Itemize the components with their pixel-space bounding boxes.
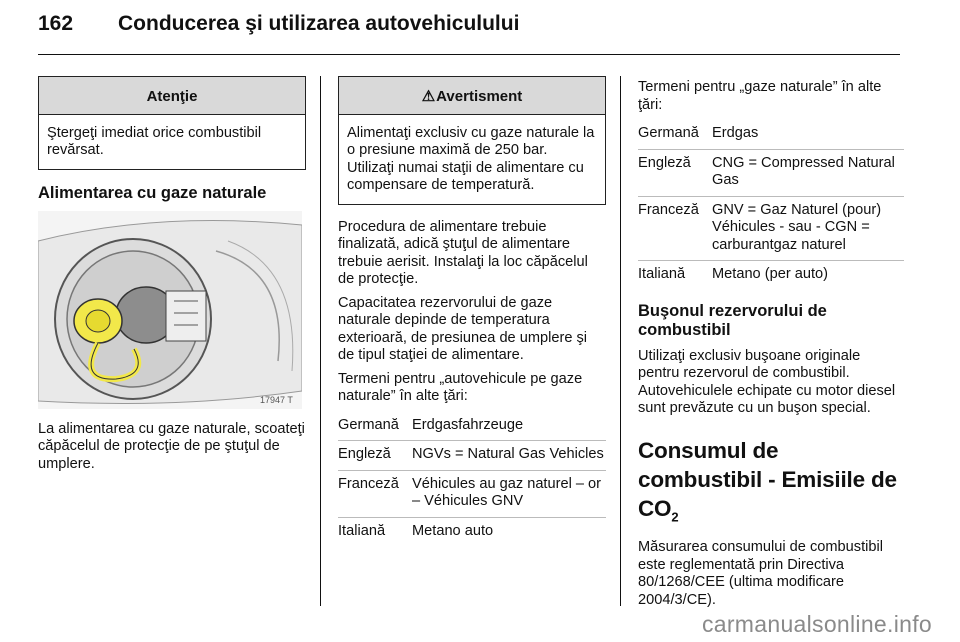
term-language: Franceză bbox=[338, 475, 399, 492]
gas-terms-table bbox=[638, 120, 904, 290]
paragraph-fuel-cap: Utilizaţi exclusiv buşoane originale pentru rezervorul de combustibil. Autovehiculele echipate cu motor diesel sunt prevăzute cu un buşon special. bbox=[638, 347, 896, 416]
warning-text: Alimentaţi exclusiv cu gaze naturale la o presiune maximă de 250 bar. Utilizaţi numai staţii de alimentare cu compensare de temperatură. bbox=[347, 124, 595, 193]
table-row bbox=[338, 470, 606, 517]
term-language: Engleză bbox=[638, 154, 691, 171]
column-divider-1 bbox=[320, 76, 321, 606]
warning-icon: ⚠ bbox=[421, 88, 436, 105]
paragraph-consumption: Măsurarea consumului de combustibil este reglementată prin Directiva 80/1268/CEE (ultima modificare 2004/3/CE). bbox=[638, 539, 883, 608]
co2-subscript: 2 bbox=[671, 509, 679, 524]
watermark: carmanualsonline.info bbox=[701, 611, 932, 637]
chapter-heading-consumption bbox=[638, 436, 904, 532]
table-row bbox=[638, 120, 904, 149]
vehicle-terms-table bbox=[338, 412, 606, 547]
term-value: NGVs = Natural Gas Vehicles bbox=[412, 446, 604, 462]
running-header: Conducerea şi utilizarea autovehiculului bbox=[118, 12, 520, 35]
figure-caption: La alimentarea cu gaze naturale, scoateţi căpăcelul de protecţie de pe ştuţul de umplere. bbox=[38, 420, 305, 472]
section-heading-natural-gas: Alimentarea cu gaze naturale bbox=[38, 183, 267, 202]
warning-box bbox=[338, 76, 606, 205]
term-value: GNV = Gaz Naturel (pour) Véhicules - sau - CGN = carburantgaz naturel bbox=[712, 201, 882, 253]
paragraph-tank-capacity: Capacitatea rezervorului de gaze naturale depinde de temperatura exterioară, de presiunea de umplere şi de tipul staţiei de alimentare. bbox=[338, 294, 588, 363]
warning-header bbox=[339, 77, 605, 115]
page-number: 162 bbox=[38, 12, 74, 35]
column-3 bbox=[638, 79, 904, 615]
paragraph-refuel-procedure: Procedura de alimentare trebuie finalizată, adică ştuţul de alimentare trebuie aerisit. Instalaţi la loc căpăcelul de protecţie. bbox=[338, 218, 588, 287]
table-row bbox=[638, 149, 904, 196]
term-language: Engleză bbox=[338, 446, 391, 462]
term-value: Véhicules au gaz naturel – or – Véhicules GNV bbox=[412, 475, 602, 509]
column-2 bbox=[338, 76, 606, 554]
consumption-heading-text: Consumul de combustibil - Emisiile de CO bbox=[638, 437, 897, 521]
table-row bbox=[338, 517, 606, 546]
table-row bbox=[338, 441, 606, 471]
section-heading-fuel-cap: Buşonul rezervorului de combustibil bbox=[638, 301, 827, 339]
term-value: CNG = Compressed Natural Gas bbox=[712, 154, 895, 188]
table-row bbox=[338, 412, 606, 441]
term-language: Italiană bbox=[338, 522, 386, 539]
notice-box bbox=[38, 76, 306, 170]
term-value: Metano (per auto) bbox=[712, 266, 829, 282]
filler-drawing bbox=[38, 211, 302, 409]
term-language: Italiană bbox=[638, 266, 686, 282]
warning-title: Avertisment bbox=[436, 88, 523, 105]
term-language: Germană bbox=[638, 125, 699, 141]
column-1 bbox=[38, 76, 306, 479]
term-language: Franceză bbox=[638, 201, 699, 218]
notice-text: Ştergeţi imediat orice combustibil revărsat. bbox=[47, 124, 262, 158]
header-rule bbox=[38, 54, 900, 55]
term-value: Erdgasfahrzeuge bbox=[412, 416, 524, 433]
paragraph-gas-terms-intro: Termeni pentru „gaze naturale” în alte ţări: bbox=[638, 79, 882, 113]
fuel-filler-illustration bbox=[38, 211, 302, 409]
table-row bbox=[638, 196, 904, 261]
figure-code: 17947 T bbox=[260, 394, 293, 405]
term-value: Erdgas bbox=[712, 125, 759, 141]
table-row bbox=[638, 261, 904, 290]
notice-title: Atenţie bbox=[39, 77, 305, 115]
paragraph-terms-intro: Termeni pentru „autovehicule pe gaze naturale” în alte ţări: bbox=[338, 370, 583, 404]
term-value: Metano auto bbox=[412, 522, 494, 539]
term-language: Germană bbox=[338, 416, 399, 433]
column-divider-2 bbox=[620, 76, 621, 606]
